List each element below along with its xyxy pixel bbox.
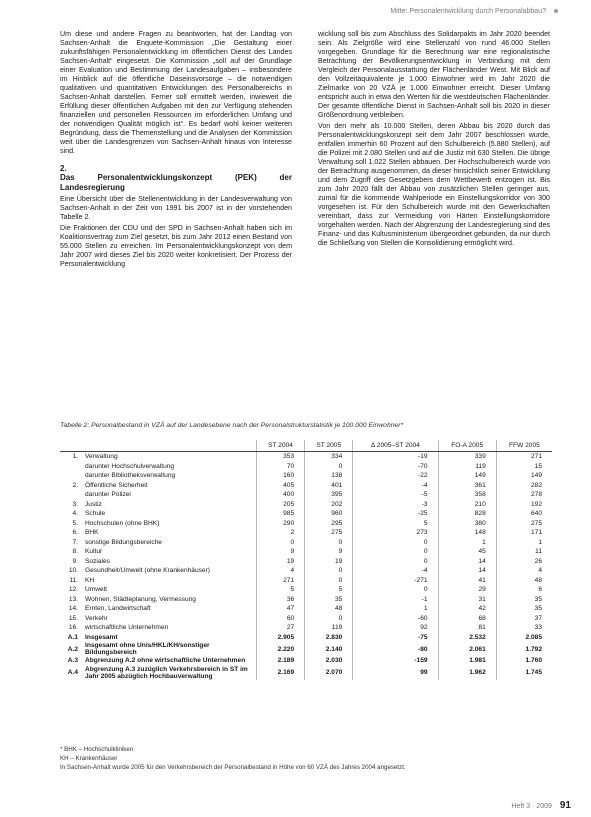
- cell-value: 1: [353, 604, 438, 614]
- row-label: darunter Hochschulverwaltung: [85, 462, 175, 470]
- cell-value: 828: [438, 509, 496, 519]
- cell-value: 42: [438, 604, 496, 614]
- cell-value: 401: [305, 481, 353, 491]
- cell-value: 395: [305, 490, 353, 500]
- table-caption: Tabelle 2: Personalbestand in VZÄ auf der Landesebene nach der Personalstrukturstatistik je 100.000 Einwohner*: [60, 422, 404, 429]
- cell-value: 2.085: [496, 633, 552, 643]
- row-label: Abgrenzung A.3 zuzüglich Verkehrsbereich in ST im Jahr 2005 abzüglich Hochbauverwaltung: [85, 665, 248, 680]
- cell-value: 361: [438, 481, 496, 491]
- row-number: 5.: [72, 519, 78, 527]
- row-number: 11.: [69, 576, 78, 584]
- footnotes: [60, 745, 406, 772]
- cell-value: 15: [496, 462, 552, 472]
- cell-value: 48: [305, 604, 353, 614]
- table-row: [60, 585, 552, 595]
- col-header-ffw2005: FFW 2005: [496, 440, 552, 452]
- cell-value: -19: [353, 452, 438, 462]
- cell-value: 271: [496, 452, 552, 462]
- cell-value: 33: [496, 623, 552, 633]
- cell-value: 14: [438, 557, 496, 567]
- cell-value: 339: [438, 452, 496, 462]
- row-label: Insgesamt ohne Unis/HKL/KH/sonstiger Bildungsbereich: [85, 642, 210, 656]
- row-number: 3.: [72, 500, 78, 508]
- cell-value: 0: [353, 538, 438, 548]
- row-label: Schule: [85, 510, 106, 518]
- table-row: [60, 633, 552, 643]
- cell-value: 26: [496, 557, 552, 567]
- cell-value: 1: [496, 538, 552, 548]
- cell-value: 2.189: [257, 656, 305, 666]
- cell-value: 138: [305, 471, 353, 481]
- cell-value: 19: [305, 557, 353, 567]
- row-number: 7.: [72, 538, 78, 546]
- paragraph: Um diese und andere Fragen zu beantworten, hat der Landtag von Sachsen-Anhalt die Enquete-Kommission „Die Gestaltung einer zukunftsfähigen Personalentwicklung im öffentlichen Dienst des Landes Sachsen-Anhalt“ eingesetzt. Die Kommission „soll auf der Grundlage einer Evaluation und Bestimmung der Landesaufgaben – insbesondere im Hinblick auf die öffentliche Daseinsvorsorge – die notwendigen qualitativen und quantitativen Entwicklungen des Personalbereichs in Sachsen-Anhalt darstellen. Ferner soll ermittelt werden, inwieweit die Erfüllung dieser öffentlichen Aufgaben mit den zur Verfügung stehenden finanziellen und personellen Ressourcen im erforderlichen Umfang und der notwendigen Qualität möglich ist“. Es bedarf wohl keiner weiteren Begründung, dass die Themenstellung und die Analysen der Kommission weit über die Landesgrenzen von Sachsen-Anhalt hinaus von Interesse sind.: [60, 30, 292, 155]
- cell-value: 202: [305, 500, 353, 510]
- cell-value: 1.962: [438, 666, 496, 680]
- cell-value: 2.030: [305, 656, 353, 666]
- paragraph: Die Fraktionen der CDU und der SPD in Sachsen-Anhalt haben sich im Koalitionsvertrag zum Ziel gesetzt, bis zum Jahr 2012 einen Bestand von 55.000 Stellen zu erreichen. Im Personalentwicklungskonzept von dem Jahr 2007 wird dieses Ziel bis 2020 weiter konkretisiert. Der Prozess der Personalentwicklung: [60, 224, 292, 268]
- row-label: Abgrenzung A.2 ohne wirtschaftliche Unternehmen: [85, 657, 246, 665]
- table-row: [60, 623, 552, 633]
- cell-value: 5: [305, 585, 353, 595]
- table-row: [60, 528, 552, 538]
- cell-value: 99: [353, 666, 438, 680]
- row-label: Öffentliche Sicherheit: [85, 481, 148, 489]
- row-number: [60, 471, 82, 481]
- page-footer: [511, 800, 571, 811]
- cell-value: 295: [305, 519, 353, 529]
- cell-value: 119: [305, 623, 353, 633]
- cell-value: 70: [257, 462, 305, 472]
- cell-value: 2.220: [257, 642, 305, 656]
- cell-value: 2.070: [305, 666, 353, 680]
- cell-value: 0: [353, 547, 438, 557]
- cell-value: 5: [257, 585, 305, 595]
- cell-value: 2.061: [438, 642, 496, 656]
- cell-value: -22: [353, 471, 438, 481]
- cell-value: 275: [305, 528, 353, 538]
- paragraph: Von den mehr als 10.000 Stellen, deren Abbau bis 2020 durch das Personalentwicklungskonzept seit dem Jahr 2007 beschlossen wurde, entfallen immerhin 60 Prozent auf den Schulbereich (5.880 Stellen), auf die Polizei mit 2.080 Stellen und auf die Justiz mit 630 Stellen. Die übrige Verwaltung soll 1.022 Stellen abbauen. Der Hochschulbereich wurde von der Betrachtung ausgenommen, da dieser hinsichtlich seiner Entwicklung und dem Zugriff des Gesetzgebers dem Wettbewerb entzogen ist. Bis zum Jahr 2020 fällt der Abbau von zusätzlichen Stellen geringer aus, zumal für die kommende Wahlperiode ein Einstellungskorridor von 300 vorgesehen ist. Für den Schulbereich wurde mit den Gewerkschaften vereinbart, dass zur Vermeidung von Härten Einstellungskorridore vorgehalten werden. Nach der Abgrenzung der Landesregierung sind des Finanz- und das Kultusministerium übergeordnet gebunden, da nur durch die Schließung von Stellen die Konsolidierung ermöglicht wird.: [318, 122, 550, 247]
- cell-value: 0: [353, 585, 438, 595]
- cell-value: 31: [438, 595, 496, 605]
- cell-value: -1: [353, 595, 438, 605]
- cell-value: 380: [438, 519, 496, 529]
- paragraph: Eine Übersicht über die Stellenentwicklung in der Landesverwaltung von Sachsen-Anhalt in der Zeit von 1991 bis 2007 ist in der vorstehenden Tabelle 2.: [60, 195, 292, 221]
- row-number: 9.: [72, 557, 78, 565]
- table-row: [60, 538, 552, 548]
- cell-value: -25: [353, 509, 438, 519]
- cell-value: 2.532: [438, 633, 496, 643]
- row-number: [60, 462, 82, 472]
- cell-value: 41: [438, 576, 496, 586]
- row-number: A.3: [67, 657, 78, 665]
- left-column: [60, 30, 292, 271]
- cell-value: 290: [257, 519, 305, 529]
- col-header-delta: Δ 2005–ST 2004: [353, 440, 438, 452]
- cell-value: 0: [305, 614, 353, 624]
- paragraph: wicklung soll bis zum Abschluss des Solidarpakts im Jahr 2020 beendet sein. Als Zielgröße wird eine Stellenzahl von rund 46.000 Stellen vorgegeben. Grundlage für die Berechnung war eine regionalistische Betrachtung der Bevölkerungsentwicklung in Verbindung mit dem Vergleich der Personalausstattung der Flächenländer West. Mit Blick auf den Vollzeitäquivalente je 1.000 Einwohner wird im Jahr 2020 die Zielmarke von 20 VZÄ je 1.000 Einwohner erreicht. Dieser Umfang entspricht auch in etwa den Werten für die westdeutschen Flächenländer. Der gesamte öffentliche Dienst in Sachsen-Anhalt soll bis 2020 in dieser Größenordnung verbleiben.: [318, 30, 550, 119]
- footnote: In Sachsen-Anhalt wurde 2005 für den Verkehrsbereich der Personalbestand in Höhe von 60 VZÄ des Jahres 2004 angesetzt.: [60, 764, 406, 771]
- cell-value: 210: [438, 500, 496, 510]
- cell-value: 6: [496, 585, 552, 595]
- section-title: Das Personalentwicklungskonzept (PEK) der Landesregierung: [60, 173, 292, 192]
- cell-value: -70: [353, 462, 438, 472]
- row-label: Justiz: [85, 500, 102, 508]
- cell-value: 358: [438, 490, 496, 500]
- cell-value: -271: [353, 576, 438, 586]
- cell-value: 0: [353, 557, 438, 567]
- cell-value: 2.140: [305, 642, 353, 656]
- cell-value: 1.745: [496, 666, 552, 680]
- cell-value: 0: [305, 566, 353, 576]
- cell-value: 119: [438, 462, 496, 472]
- cell-value: 48: [496, 576, 552, 586]
- cell-value: 171: [496, 528, 552, 538]
- cell-value: -75: [353, 633, 438, 643]
- footnote: * BHK – Hochschulkliniken: [60, 746, 134, 753]
- running-header: [390, 8, 558, 15]
- cell-value: 81: [438, 623, 496, 633]
- row-number: A.2: [67, 645, 78, 653]
- table-row: [60, 656, 552, 666]
- cell-value: 282: [496, 481, 552, 491]
- cell-value: 1.792: [496, 642, 552, 656]
- cell-value: 2: [257, 528, 305, 538]
- table-row: [60, 462, 552, 472]
- cell-value: -60: [353, 614, 438, 624]
- right-column: [318, 30, 550, 250]
- row-number: 15.: [68, 614, 78, 622]
- col-header-label: [82, 440, 257, 452]
- cell-value: -5: [353, 490, 438, 500]
- row-number: A.4: [67, 669, 78, 676]
- cell-value: 37: [496, 614, 552, 624]
- cell-value: -159: [353, 656, 438, 666]
- row-number: 1.: [72, 453, 78, 461]
- personnel-table: [60, 440, 552, 680]
- row-number: 16.: [68, 624, 78, 632]
- table-row: [60, 604, 552, 614]
- table-row: [60, 595, 552, 605]
- running-title: Mitte: Personalentwicklung durch Personalabbau?: [390, 8, 546, 15]
- section-number: 2.: [60, 164, 67, 173]
- header-dot-icon: [554, 9, 558, 13]
- cell-value: 0: [305, 576, 353, 586]
- row-label: Verwaltung: [85, 453, 118, 461]
- cell-value: 192: [496, 500, 552, 510]
- cell-value: -4: [353, 566, 438, 576]
- row-label: Insgesamt: [85, 633, 118, 641]
- row-label: Kultur: [85, 548, 103, 556]
- table-row: [60, 614, 552, 624]
- row-number: 14.: [68, 605, 78, 613]
- cell-value: 640: [496, 509, 552, 519]
- row-number: 6.: [72, 529, 78, 537]
- cell-value: 334: [305, 452, 353, 462]
- row-number: 12.: [68, 586, 78, 594]
- row-label: Wohnen, Städteplanung, Vermessung: [85, 595, 196, 603]
- cell-value: 2.830: [305, 633, 353, 643]
- cell-value: 2.905: [257, 633, 305, 643]
- row-label: KH: [85, 576, 95, 584]
- cell-value: 2.169: [257, 666, 305, 680]
- cell-value: 205: [257, 500, 305, 510]
- cell-value: 1.981: [438, 656, 496, 666]
- table-row: [60, 471, 552, 481]
- cell-value: 68: [438, 614, 496, 624]
- footnote: KH – Krankenhäuser: [60, 755, 118, 762]
- cell-value: 1: [438, 538, 496, 548]
- row-label: Gesundheit/Umwelt (ohne Krankenhäuser): [85, 567, 210, 575]
- table-row: [60, 519, 552, 529]
- issue-label: Heft 3 · 2009: [511, 803, 552, 810]
- col-header-st2005: ST 2005: [305, 440, 353, 452]
- cell-value: 160: [257, 471, 305, 481]
- cell-value: 960: [305, 509, 353, 519]
- cell-value: -3: [353, 500, 438, 510]
- table-row: [60, 509, 552, 519]
- table-row: [60, 490, 552, 500]
- cell-value: 353: [257, 452, 305, 462]
- table-row: [60, 566, 552, 576]
- row-number: [60, 490, 82, 500]
- row-number: 10.: [68, 567, 78, 575]
- cell-value: 0: [305, 538, 353, 548]
- table-row: [60, 547, 552, 557]
- cell-value: 4: [496, 566, 552, 576]
- table-header-row: [60, 440, 552, 452]
- row-label: darunter Bibliotheksverwaltung: [85, 472, 176, 480]
- cell-value: 11: [496, 547, 552, 557]
- row-label: Hochschulen (ohne BHK): [85, 519, 160, 527]
- cell-value: 47: [257, 604, 305, 614]
- cell-value: 9: [257, 547, 305, 557]
- row-label: BHK: [85, 529, 99, 537]
- col-header-foa2005: FO-A 2005: [438, 440, 496, 452]
- table-row: [60, 642, 552, 656]
- cell-value: 405: [257, 481, 305, 491]
- cell-value: 9: [305, 547, 353, 557]
- cell-value: 149: [496, 471, 552, 481]
- page-number: 91: [559, 800, 571, 811]
- table-row: [60, 666, 552, 680]
- row-label: Verkehr: [85, 614, 108, 622]
- row-label: wirtschaftliche Unternehmen: [85, 624, 169, 632]
- cell-value: 985: [257, 509, 305, 519]
- cell-value: 148: [438, 528, 496, 538]
- cell-value: 36: [257, 595, 305, 605]
- table-row: [60, 481, 552, 491]
- cell-value: 29: [438, 585, 496, 595]
- table-row: [60, 557, 552, 567]
- cell-value: 275: [496, 519, 552, 529]
- cell-value: 45: [438, 547, 496, 557]
- cell-value: 4: [257, 566, 305, 576]
- cell-value: 273: [353, 528, 438, 538]
- table-row: [60, 452, 552, 462]
- cell-value: 27: [257, 623, 305, 633]
- row-label: Umwelt: [85, 586, 107, 594]
- row-number: 13.: [68, 595, 78, 603]
- row-label: sonstige Bildungsbereiche: [85, 538, 162, 546]
- cell-value: -4: [353, 481, 438, 491]
- row-label: Ernten, Landwirtschaft: [85, 605, 151, 613]
- row-number: 8.: [72, 548, 78, 556]
- cell-value: 19: [257, 557, 305, 567]
- col-header-st2004: ST 2004: [257, 440, 305, 452]
- cell-value: 149: [438, 471, 496, 481]
- cell-value: 278: [496, 490, 552, 500]
- cell-value: 35: [496, 604, 552, 614]
- table-row: [60, 576, 552, 586]
- row-number: 2.: [72, 481, 78, 489]
- cell-value: 5: [353, 519, 438, 529]
- cell-value: 400: [257, 490, 305, 500]
- cell-value: 0: [257, 538, 305, 548]
- row-label: darunter Polizei: [85, 491, 131, 499]
- cell-value: 0: [305, 462, 353, 472]
- cell-value: 35: [496, 595, 552, 605]
- cell-value: 60: [257, 614, 305, 624]
- cell-value: 35: [305, 595, 353, 605]
- row-number: A.1: [67, 633, 78, 641]
- cell-value: 14: [438, 566, 496, 576]
- row-number: 4.: [72, 510, 78, 518]
- cell-value: -80: [353, 642, 438, 656]
- table-row: [60, 500, 552, 510]
- cell-value: 271: [257, 576, 305, 586]
- row-label: Soziales: [85, 557, 110, 565]
- cell-value: 92: [353, 623, 438, 633]
- col-header-nr: [60, 440, 82, 452]
- cell-value: 1.760: [496, 656, 552, 666]
